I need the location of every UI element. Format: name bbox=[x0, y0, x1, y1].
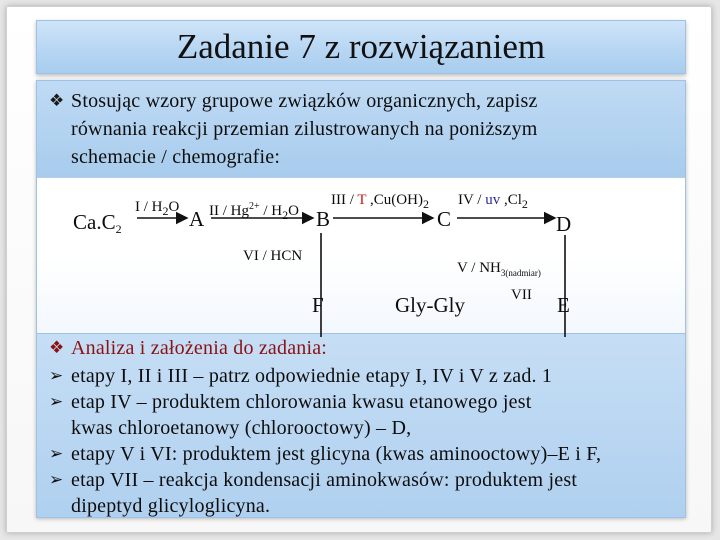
task-line-2: równania reakcji przemian zilustrowanych na poniższym bbox=[71, 118, 538, 140]
task-line-1: Stosując wzory grupowe związków organicznych, zapisz bbox=[71, 90, 538, 112]
label-step-6: VI / HCN bbox=[243, 248, 303, 264]
label-step-5: V / $NH_{3(nadmiar)}$ bbox=[457, 260, 541, 278]
diamond-bullet-icon: ❖ bbox=[49, 338, 65, 357]
arrow-bullet-icon: ➢ bbox=[49, 392, 64, 411]
analysis-item-4: etap VII – reakcja kondensacji aminokwasów: produktem jest bbox=[71, 469, 578, 491]
node-b: B bbox=[316, 207, 331, 231]
analysis-heading: Analiza i założenia do zadania: bbox=[71, 337, 328, 359]
slide-title: Zadanie 7 z rozwiązaniem bbox=[176, 27, 546, 66]
title-bar bbox=[36, 20, 686, 74]
arrow-bullet-icon: ➢ bbox=[49, 366, 64, 385]
label-step-3: III / T $,Cu(OH)_2$ bbox=[331, 192, 429, 211]
analysis-item-2: etap IV – produktem chlorowania kwasu etanowego jest bbox=[71, 391, 532, 413]
analysis-item-1: etapy I, II i III – patrz odpowiednie etapy I, IV i V z zad. 1 bbox=[71, 365, 553, 387]
node-start: $Ca.C_2$ bbox=[73, 210, 122, 236]
analysis-item-4-cont: dipeptyd glicyloglicyna. bbox=[71, 495, 271, 517]
node-a: A bbox=[189, 207, 205, 231]
analysis-item-2-cont: kwas chloroetanowy (chlorooctowy) – D, bbox=[71, 417, 412, 439]
node-d: D bbox=[556, 212, 572, 236]
label-step-4: IV / uv $,Cl_2$ bbox=[458, 192, 528, 211]
label-step-2: II / $Hg^{2+} / H_2O$ bbox=[209, 201, 299, 222]
node-c: C bbox=[437, 207, 452, 231]
content-panel bbox=[36, 80, 686, 518]
arrow-bullet-icon: ➢ bbox=[49, 444, 64, 463]
diamond-bullet-icon: ❖ bbox=[49, 91, 65, 110]
task-line-3: schemacie / chemografie: bbox=[71, 146, 281, 168]
node-e: E bbox=[557, 293, 570, 317]
analysis-item-3: etapy V i VI: produktem jest glicyna (kwas aminooctowy)–E i F, bbox=[71, 443, 602, 465]
label-step-1: I / $H_2O$ bbox=[135, 199, 180, 218]
arrow-bullet-icon: ➢ bbox=[49, 470, 64, 489]
label-step-7: VII bbox=[511, 287, 532, 303]
node-product: Gly-Gly bbox=[395, 293, 465, 317]
task-section bbox=[37, 81, 685, 177]
node-f: F bbox=[312, 293, 324, 317]
